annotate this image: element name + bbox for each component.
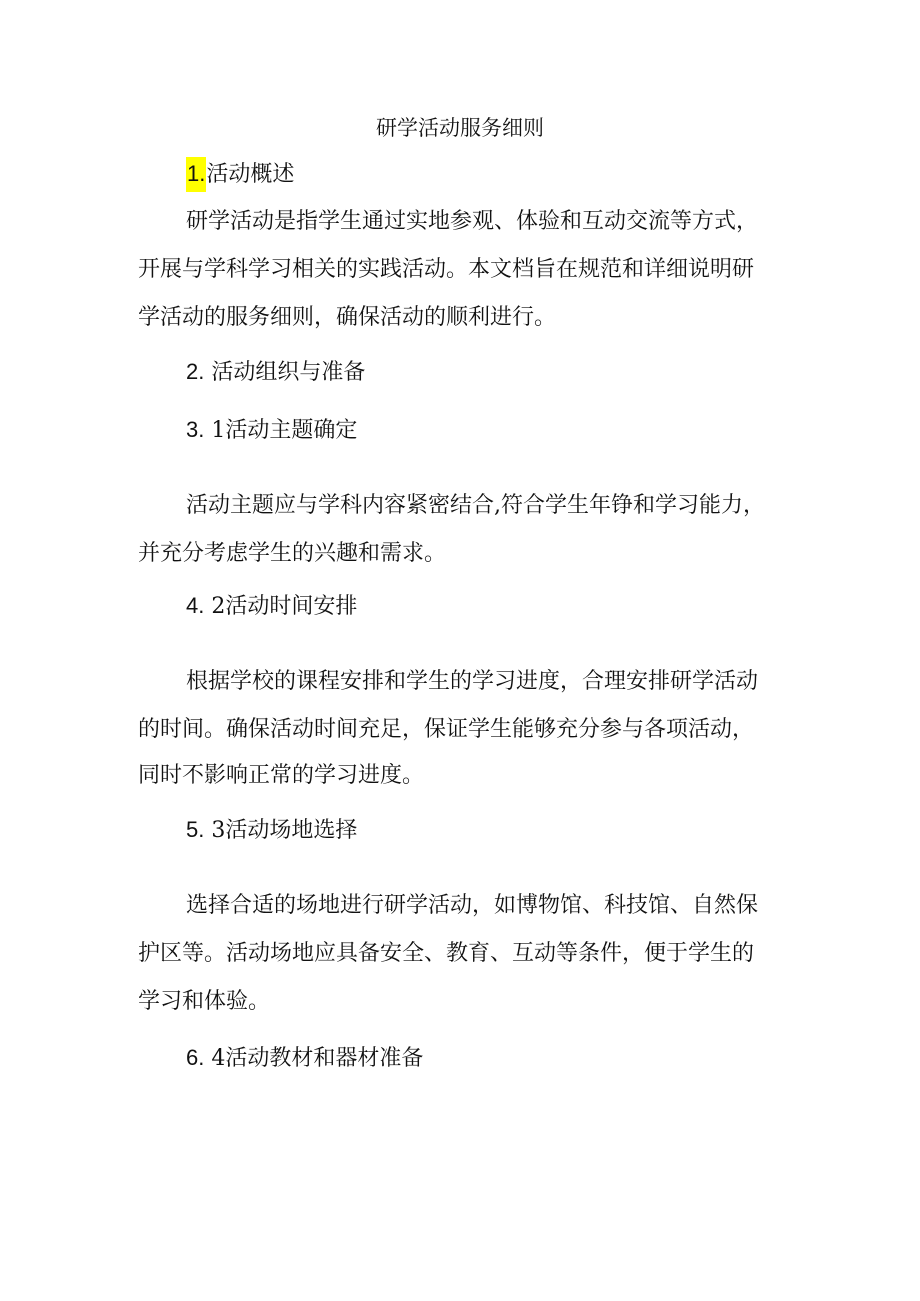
paragraph-line: 同时不影响正常的学习进度。 bbox=[138, 763, 425, 788]
paragraph-line: 的时间。确保活动时间充足，保证学生能够充分参与各项活动， bbox=[138, 717, 755, 742]
section-heading-6: 6. 4活动教材和器材准备 bbox=[186, 1045, 424, 1071]
paragraph-line: 并充分考虑学生的兴趣和需求。 bbox=[138, 541, 447, 566]
section-heading-4: 4. 2活动时间安排 bbox=[186, 593, 358, 619]
paragraph-line: 护区等。活动场地应具备安全、教育、互动等条件，便于学生的 bbox=[138, 941, 755, 966]
document-title: 研学活动服务细则 bbox=[376, 116, 544, 140]
paragraph-line: 活动主题应与学科内容紧密结合,符合学生年铮和学习能力， bbox=[186, 493, 765, 518]
paragraph-line: 选择合适的场地进行研学活动，如博物馆、科技馆、自然保 bbox=[186, 893, 759, 918]
section-heading-2: 2. 活动组织与准备 bbox=[186, 359, 366, 385]
section-heading-3: 3. 1活动主题确定 bbox=[186, 417, 358, 443]
paragraph-line: 根据学校的课程安排和学生的学习进度，合理安排研学活动 bbox=[186, 669, 759, 694]
paragraph-line: 学习和体验。 bbox=[138, 989, 271, 1014]
section-number-highlight: 1. bbox=[186, 157, 206, 192]
section-heading-5: 5. 3活动场地选择 bbox=[186, 817, 358, 843]
paragraph-line: 学活动的服务细则，确保活动的顺利进行。 bbox=[138, 305, 557, 330]
paragraph-line: 研学活动是指学生通过实地参观、体验和互动交流等方式， bbox=[186, 209, 759, 234]
section-heading-1: 1.活动概述 bbox=[186, 158, 294, 191]
paragraph-line: 开展与学科学习相关的实践活动。本文档旨在规范和详细说明研 bbox=[138, 257, 755, 282]
